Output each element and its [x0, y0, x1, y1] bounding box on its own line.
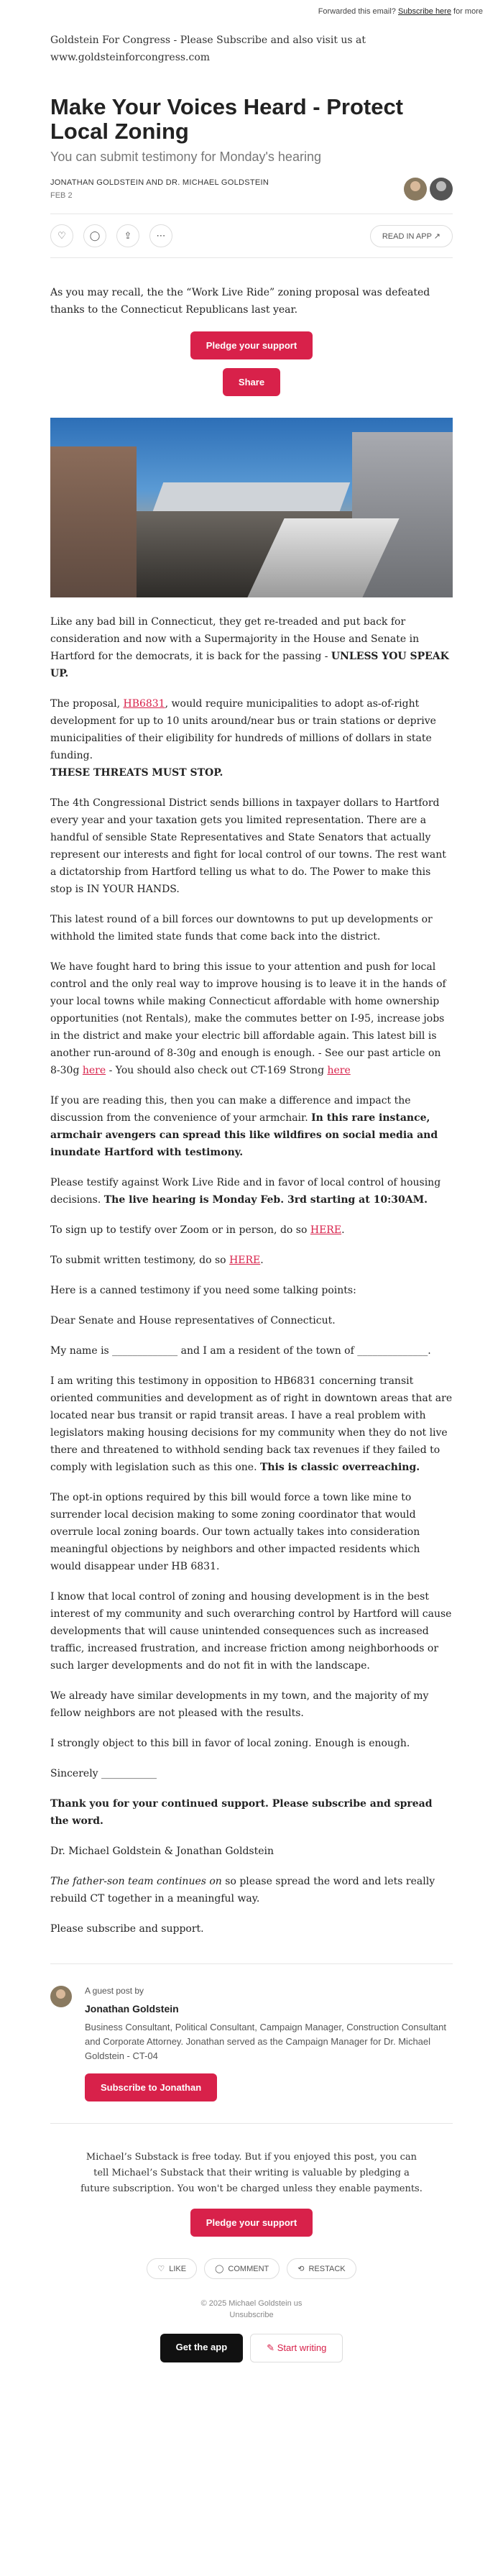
avatar[interactable] [430, 178, 453, 201]
paragraph: I know that local control of zoning and housing development is in the best interest of my community and such overarching control by Hartford will cause developments that will cause unintended consequences such as increased traffic, increased frustration, and increase friction among neighborhoods or such larger developments and do not fit in with the landscape. [50, 1591, 452, 1672]
paragraph: Like any bad bill in Connecticut, they get re-treaded and put back for consideration and now with a Supermajority in the House and Senate in Hartford for the democrats, it is back for the passing - UNLESS YOU SPEAK UP. [50, 616, 449, 679]
forwarded-bar [0, 0, 503, 16]
pledge-button-footer[interactable]: Pledge your support [190, 2209, 313, 2237]
written-testimony-link[interactable]: HERE [229, 1255, 261, 1266]
like-icon[interactable]: ♡ [50, 224, 73, 247]
paragraph: Here is a canned testimony if you need some talking points: [50, 1285, 356, 1296]
post-date: FEB 2 [50, 191, 73, 200]
paragraph: To submit written testimony, do so HERE. [50, 1255, 264, 1266]
subscribe-to-jonathan-button[interactable]: Subscribe to Jonathan [85, 2073, 217, 2101]
more-icon[interactable]: ⋯ [149, 224, 172, 247]
read-in-app-button[interactable]: READ IN APP ↗ [370, 225, 453, 247]
forwarded-suffix: for more [453, 7, 483, 16]
intro-paragraph: As you may recall, the the “Work Live Ride” zoning proposal was defeated thanks to the Connecticut Republicans last year. [50, 287, 430, 316]
testify-signup-link[interactable]: HERE [310, 1224, 342, 1236]
paragraph: Sincerely ___________ [50, 1768, 157, 1779]
paragraph: The proposal, HB6831, would require municipalities to adopt as-of-right development for up to 10 units around/near bus or train stations or deprive municipalities of their eligibility for hundreds of millions of dollars in state funding. THESE THREATS MUST STOP. [50, 698, 436, 779]
paragraph: My name is _____________ and I am a resident of the town of ______________. [50, 1345, 431, 1357]
forwarded-text: Forwarded this email? [318, 7, 396, 16]
heart-icon: ♡ [157, 2265, 165, 2273]
paragraph: Thank you for your continued support. Please subscribe and spread the word. [50, 1798, 433, 1827]
action-bar [50, 214, 453, 258]
start-writing-button[interactable]: ✎ Start writing [250, 2334, 343, 2362]
copyright: © 2025 Michael Goldstein us [200, 2299, 303, 2308]
paragraph: We have fought hard to bring this issue to your attention and push for local control and the only real way to improve housing is to leave it in the hands of your local towns while making Connecticut affordable with home ownership opportunities (not Rentals), make the commutes better on I-95, increase jobs in the district and make your electric bill affordable again. This latest bill is another run-around of 8-30g and enough is enough. - See our past article on 8-30g here - You should also check out CT-169 Strong here [50, 961, 446, 1076]
paragraph: I strongly object to this bill in favor of local zoning. Enough is enough. [50, 1738, 410, 1749]
pen-icon: ✎ [267, 2342, 277, 2353]
pledge-button[interactable]: Pledge your support [190, 331, 313, 359]
paragraph: The opt-in options required by this bill would force a town like mine to surrender local decision making to some zoning coordinator that would overrule local zoning boards. Our town actually takes into consideration meaningful objections by neighbors and other impacted residents which would disappear under HB 6831. [50, 1492, 420, 1572]
comment-icon: ◯ [215, 2265, 224, 2273]
preheader-text: Goldstein For Congress - Please Subscribe and also visit us at www.goldsteinforcongress.com [50, 35, 366, 63]
subscribe-here-link[interactable]: Subscribe here [397, 7, 451, 16]
paragraph: The father-son team continues on so please spread the word and lets really rebuild CT together in a meaningful way. [50, 1876, 435, 1905]
past-article-link[interactable]: here [82, 1065, 106, 1076]
paragraph: Please testify against Work Live Ride and in favor of local control of housing decisions. The live hearing is Monday Feb. 3rd starting at 10:30AM. [50, 1177, 441, 1206]
paragraph: To sign up to testify over Zoom or in person, do so HERE. [50, 1224, 345, 1236]
restack-icon: ⟲ [297, 2265, 305, 2273]
avatar[interactable] [404, 178, 427, 201]
train-station-image[interactable] [50, 418, 453, 597]
footer [50, 2150, 453, 2362]
post-subtitle: You can submit testimony for Monday's hearing [50, 150, 321, 164]
share-button[interactable]: Share [223, 368, 280, 396]
guest-bio: Business Consultant, Political Consultant, Campaign Manager, Construction Consultant and Corporate Attorney. Jonathan served as the Campaign Manager for Dr. Michael Goldstein - CT-04 [85, 2022, 446, 2061]
paragraph: This latest round of a bill forces our downtowns to put up developments or withhold the limited state funds that come back into the district. [50, 914, 433, 943]
paragraph: The 4th Congressional District sends billions in taxpayer dollars to Hartford every year and your taxation gets you limited representation. There are a handful of sensible State Representatives and State Senators that actually represent our interests and fight for local control of our towns. The rest want a dictatorship from Hartford telling us what to do. The Power to make this stop is IN YOUR HANDS. [50, 797, 446, 895]
post-title[interactable]: Make Your Voices Heard - Protect Local Zoning [50, 94, 404, 144]
paragraph: I am writing this testimony in opposition to HB6831 concerning transit oriented communities and development as of right in downtown areas that are located near bus transit or rapid transit areas. I have a real problem with legislators making housing decisions for my community when they do not live there and threatened to withhold sending back tax revenues if they failed to comply with legislation such as this one. This is classic overreaching. [50, 1375, 453, 1473]
comment-icon[interactable]: ◯ [83, 224, 106, 247]
paragraph: If you are reading this, then you can make a difference and impact the discussion from the convenience of your armchair. In this rare instance, armchair avengers can spread this like wildfires on social media and inundate Hartford with testimony. [50, 1095, 438, 1158]
paragraph: Dr. Michael Goldstein & Jonathan Goldstein [50, 1846, 274, 1857]
share-icon[interactable]: ⇪ [116, 224, 139, 247]
authors[interactable]: JONATHAN GOLDSTEIN AND DR. MICHAEL GOLDSTEIN [50, 178, 269, 187]
guest-name[interactable]: Jonathan Goldstein [85, 2003, 179, 2014]
avatar[interactable] [50, 1986, 72, 2007]
restack-button[interactable]: ⟲ RESTACK [287, 2258, 356, 2279]
guest-post-card [50, 1963, 453, 2124]
paragraph: Dear Senate and House representatives of Connecticut. [50, 1315, 336, 1326]
footer-note: Michael’s Substack is free today. But if you enjoyed this post, you can tell Michael’s Substack that their writing is valuable by pledging a future subscription. You won't be charged unless they enable payments. [80, 2152, 423, 2194]
like-button[interactable]: ♡ LIKE [147, 2258, 197, 2279]
hb6831-link[interactable]: HB6831 [123, 698, 165, 710]
guest-label: A guest post by [85, 1986, 144, 1996]
get-app-button[interactable]: Get the app [160, 2334, 244, 2362]
ct169-link[interactable]: here [327, 1065, 351, 1076]
paragraph: Please subscribe and support. [50, 1923, 204, 1935]
unsubscribe-link[interactable]: Unsubscribe [229, 2311, 274, 2319]
paragraph: We already have similar developments in my town, and the majority of my fellow neighbors are not pleased with the results. [50, 1690, 429, 1719]
comment-button[interactable]: ◯ COMMENT [204, 2258, 280, 2279]
email-container [50, 32, 453, 2362]
byline [50, 178, 453, 201]
